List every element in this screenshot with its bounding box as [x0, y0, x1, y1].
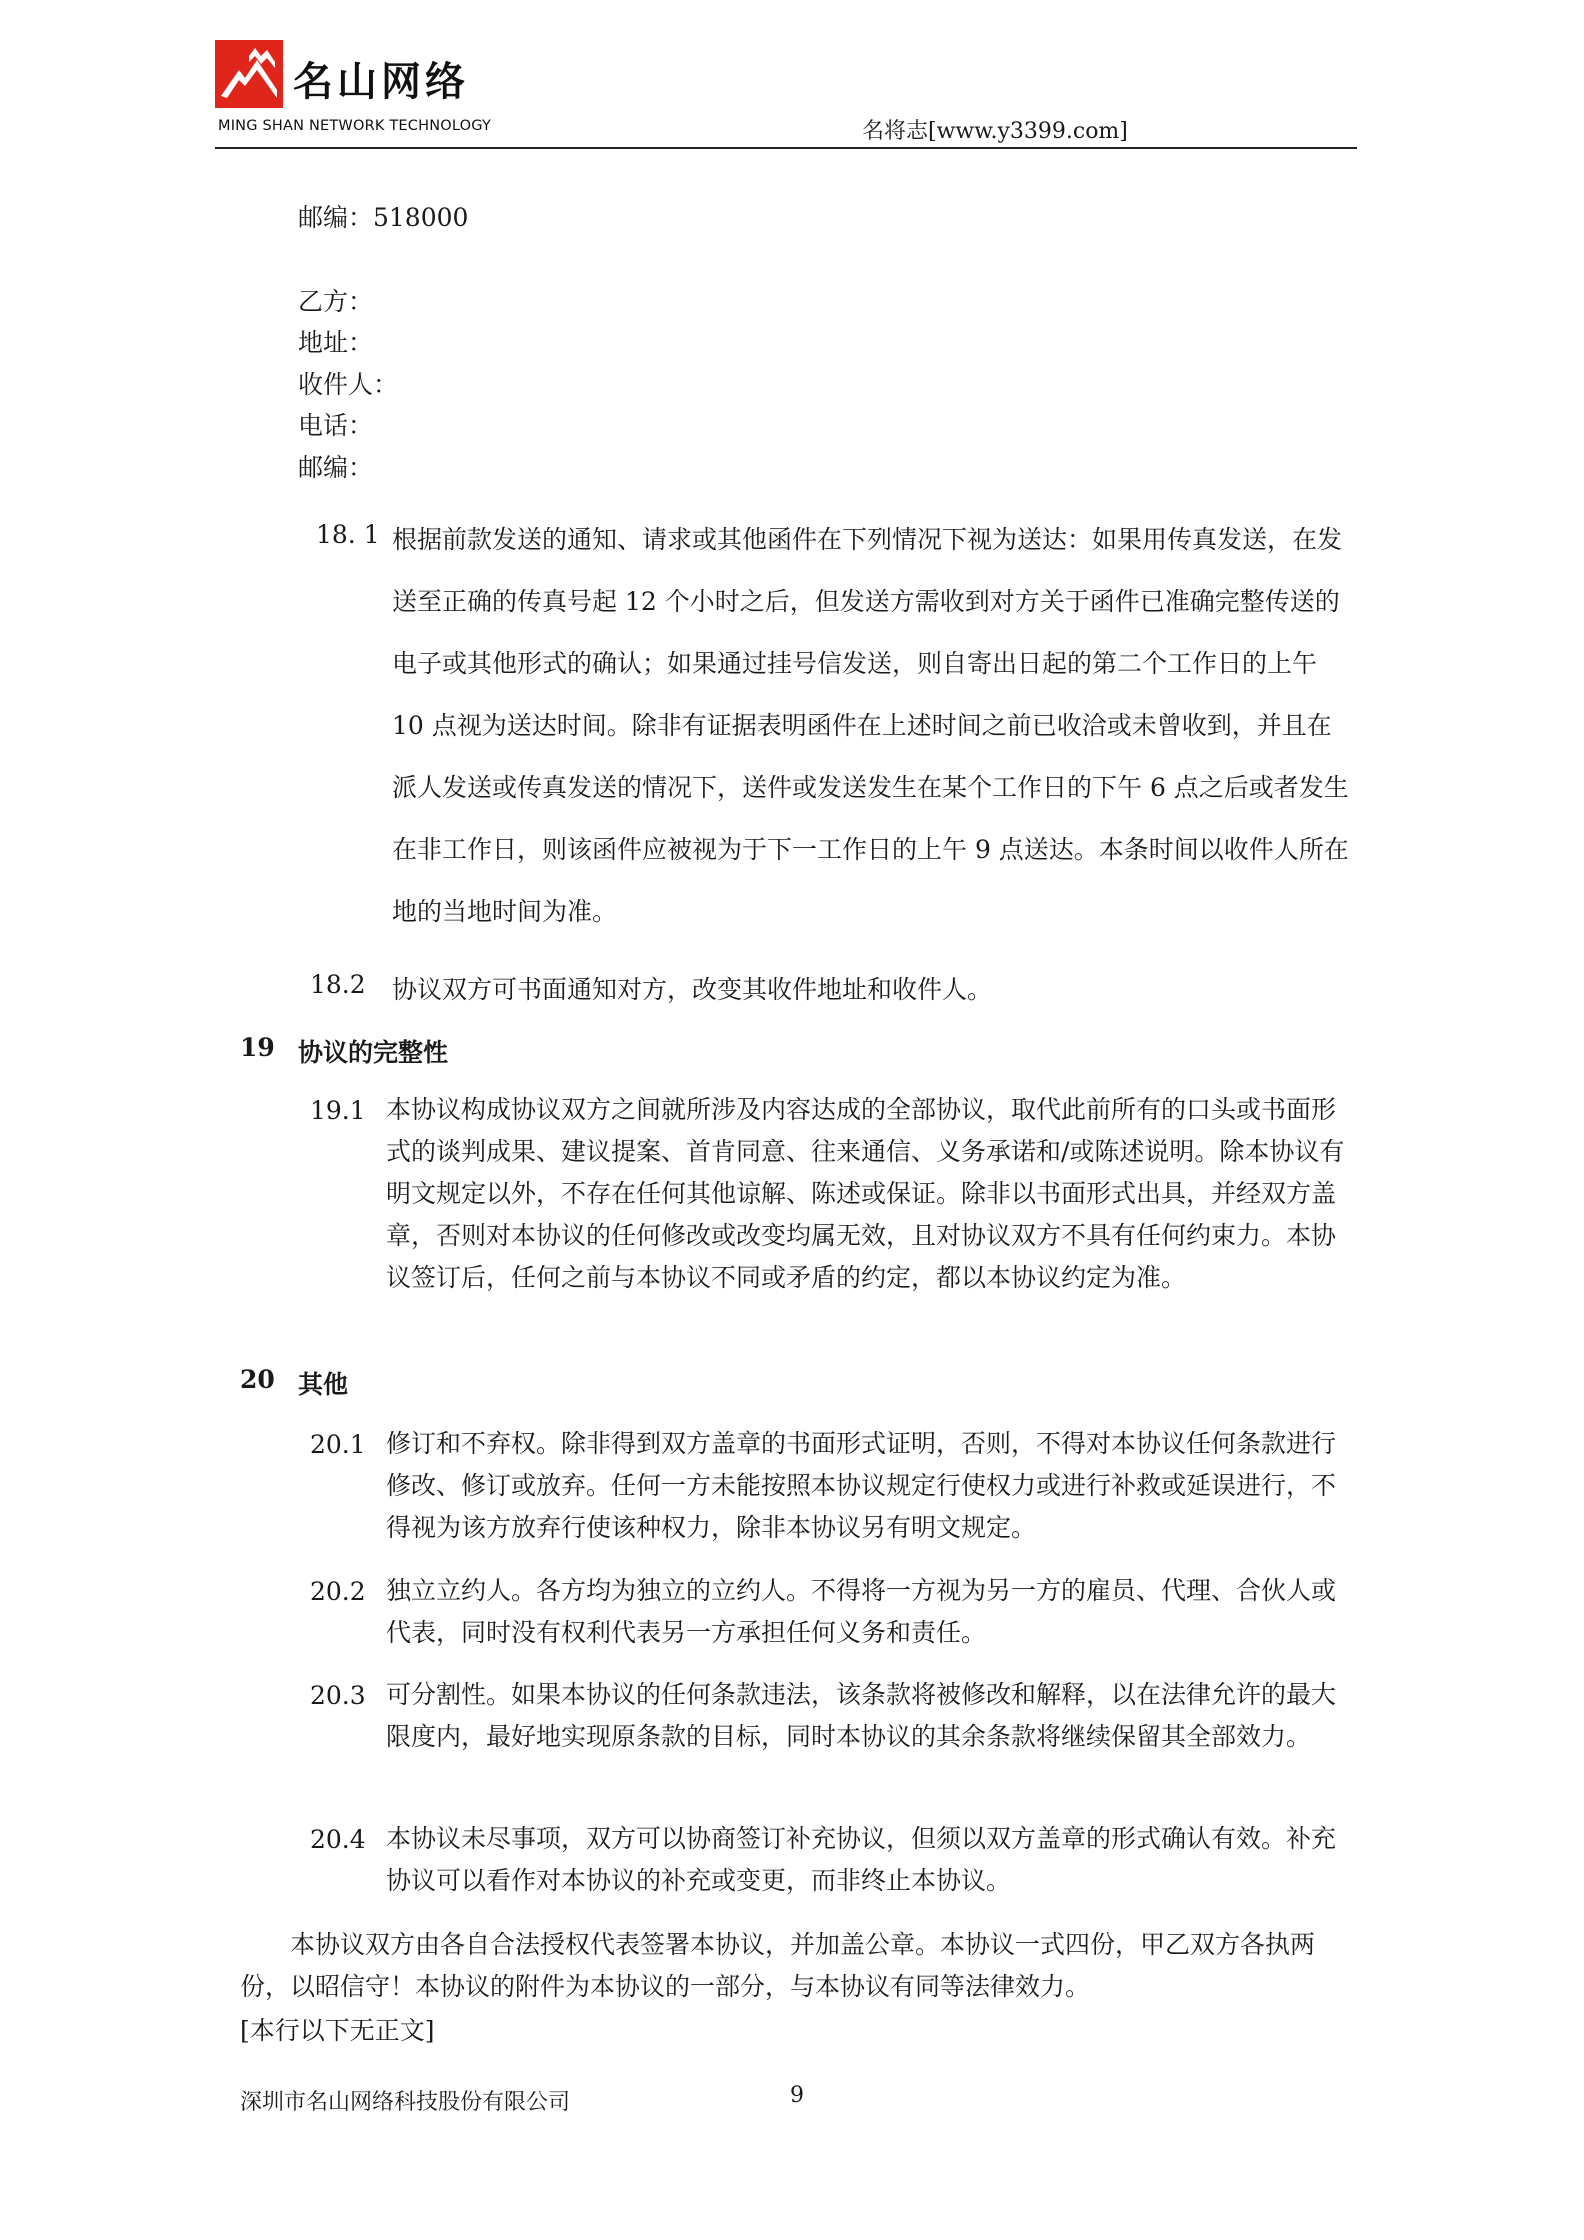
- party-b-phone: 电话：: [298, 411, 374, 440]
- logo-company-name-en: MING SHAN NETWORK TECHNOLOGY: [218, 118, 492, 134]
- header-divider: [215, 147, 1357, 149]
- clause-20-4-number: 20.4: [310, 1825, 366, 1854]
- section-20-title: 其他: [298, 1370, 349, 1399]
- clause-20-2-text: 独立立约人。各方均为独立的立约人。不得将一方视为另一方的雇员、代理、合伙人或代表，同时没有权利代表另一方承担任何义务和责任。: [386, 1576, 1337, 1647]
- clause-18-1-number: 18. 1: [316, 520, 380, 549]
- clause-20-3-text: 可分割性。如果本协议的任何条款违法，该条款将被修改和解释，以在法律允许的最大限度内，最好地实现原条款的目标，同时本协议的其余条款将继续保留其全部效力。: [386, 1680, 1337, 1751]
- section-19-number: 19: [240, 1033, 275, 1062]
- footer-company: 深圳市名山网络科技股份有限公司: [240, 2090, 571, 2115]
- party-b-recipient: 收件人：: [298, 370, 399, 399]
- clause-20-2-number: 20.2: [310, 1577, 366, 1606]
- closing-paragraph: 本协议双方由各自合法授权代表签署本协议，并加盖公章。本协议一式四份，甲乙双方各执两份，以昭信守！本协议的附件为本协议的一部分，与本协议有同等法律效力。: [240, 1930, 1316, 2001]
- clause-20-1-text: 修订和不弃权。除非得到双方盖章的书面形式证明，否则，不得对本协议任何条款进行修改、修订或放弃。任何一方未能按照本协议规定行使权力或进行补救或延误进行，不得视为该方放弃行使该种权力，除非本协议另有明文规定。: [386, 1429, 1337, 1542]
- section-19-title: 协议的完整性: [298, 1038, 449, 1067]
- clause-19-1-text: 本协议构成协议双方之间就所涉及内容达成的全部协议，取代此前所有的口头或书面形式的谈判成果、建议提案、首肯同意、往来通信、义务承诺和/或陈述说明。除本协议有明文规定以外，不存在任何其他谅解、陈述或保证。除非以书面形式出具，并经双方盖章，否则对本协议的任何修改或改变均属无效，且对协议双方不具有任何约束力。本协议签订后，任何之前与本协议不同或矛盾的约定，都以本协议约定为准。: [386, 1095, 1345, 1292]
- clause-18-1-text: 根据前款发送的通知、请求或其他函件在下列情况下视为送达：如果用传真发送，在发送至正确的传真号起 12 个小时之后，但发送方需收到对方关于函件已准确完整传送的电子或其他形式的确认；如果通过挂号信发送，则自寄出日起的第二个工作日的上午 10 点视为送达时间。除非有证据表明函件在上述时间之前已收洽或未曾收到，并且在派人发送或传真发送的情况下，送件或发送发生在某个工作日的下午 6 点之后或者发生在非工作日，则该函件应被视为于下一工作日的上午 9 点送达。本条时间以收件人所在地的当地时间为准。: [392, 525, 1349, 926]
- header-site: 名将志[www.y3399.com]: [862, 119, 1128, 144]
- section-20-number: 20: [240, 1365, 275, 1394]
- party-b-address: 地址：: [298, 328, 374, 357]
- clause-20-4-text: 本协议未尽事项，双方可以协商签订补充协议，但须以双方盖章的形式确认有效。补充协议可以看作对本协议的补充或变更，而非终止本协议。: [386, 1824, 1337, 1895]
- company-logo-icon: [215, 40, 283, 108]
- page-number: 9: [790, 2083, 804, 2108]
- clause-18-2-number: 18.2: [310, 970, 366, 999]
- clause-19-1-number: 19.1: [310, 1096, 366, 1125]
- clause-18-2-text: 协议双方可书面通知对方，改变其收件地址和收件人。: [392, 975, 993, 1004]
- clause-20-1-number: 20.1: [310, 1430, 366, 1459]
- logo-company-name: 名山网络: [293, 59, 469, 105]
- party-a-postcode: 邮编：518000: [298, 203, 469, 232]
- party-b-title: 乙方：: [298, 287, 374, 316]
- end-note: [本行以下无正文]: [240, 2016, 435, 2045]
- party-b-postcode: 邮编：: [298, 453, 374, 482]
- clause-20-3-number: 20.3: [310, 1681, 366, 1710]
